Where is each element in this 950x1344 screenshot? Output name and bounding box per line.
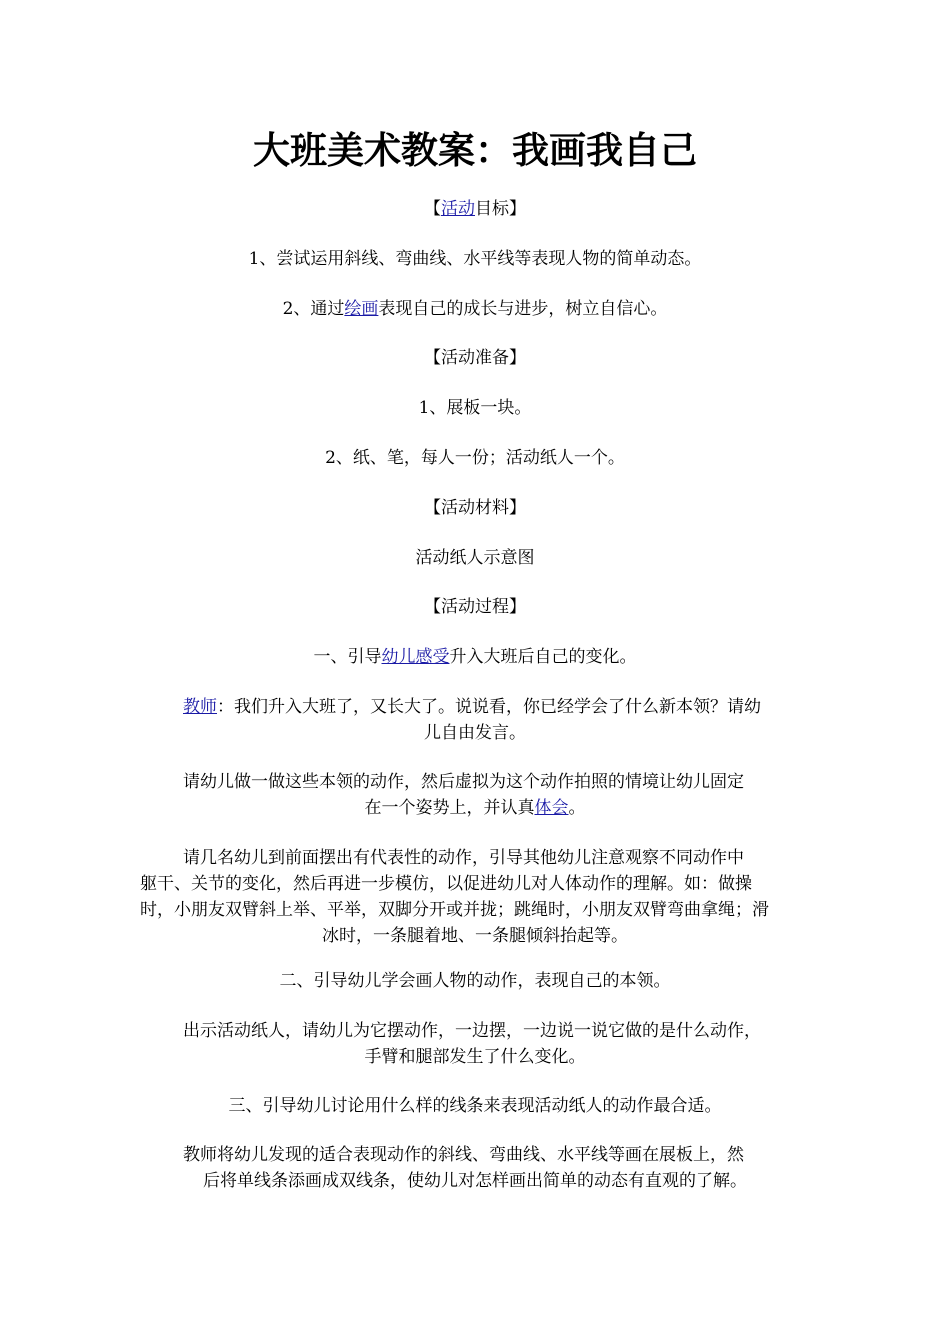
paragraph-line: 后将单线条添画成双线条，使幼儿对怎样画出简单的动态有直观的了解。 [203,1171,747,1191]
material-heading: 【活动材料】 [424,498,526,518]
goal-heading-prefix: 【 [424,199,441,219]
teacher-link[interactable]: 教师 [183,697,217,717]
step-1-heading [0,644,950,670]
step-1-prefix: 一、引导 [313,647,382,667]
goal-heading [0,196,950,222]
prep-item-1: 1、展板一块。 [418,398,532,418]
goal-item-2-suffix: 表现自己的成长与进步，树立自信心。 [378,299,668,319]
paragraph-text: ：我们升入大班了，又长大了。说说看，你已经学会了什么新本领？请幼 [217,697,761,717]
painting-link[interactable]: 绘画 [344,299,379,319]
goal-item-2-prefix: 2、通过 [282,299,345,319]
goal-item-2 [0,296,950,322]
paragraph-line [140,795,810,821]
prep-item-2: 2、纸、笔，每人一份；活动纸人一个。 [325,448,625,468]
child-feeling-link[interactable]: 幼儿感受 [381,647,450,667]
paragraph-line: 躯干、关节的变化，然后再进一步模仿，以促进幼儿对人体动作的理解。如：做操 [140,874,752,894]
goal-item-1: 1、尝试运用斜线、弯曲线、水平线等表现人物的简单动态。 [248,249,702,269]
step-1-suffix: 升入大班后自己的变化。 [449,647,637,667]
paragraph-line: 出示活动纸人，请幼儿为它摆动作，一边摆，一边说一说它做的是什么动作， [183,1021,761,1041]
paragraph-drawing-lines [140,1142,810,1194]
paragraph-line: 请几名幼儿到前面摆出有代表性的动作，引导其他幼儿注意观察不同动作中 [183,848,744,868]
paragraph-line: 教师将幼儿发现的适合表现动作的斜线、弯曲线、水平线等画在展板上，然 [183,1145,744,1165]
prep-heading: 【活动准备】 [424,348,526,368]
paragraph-line: 手臂和腿部发生了什么变化。 [364,1047,586,1067]
paragraph-paper-doll [140,1018,810,1070]
paragraph-text: 。 [568,798,586,818]
goal-heading-suffix: 目标】 [475,199,526,219]
page-title: 大班美术教案：我画我自己 [253,129,697,172]
paragraph-line: 时，小朋友双臂斜上举、平举，双脚分开或并拢；跳绳时，小朋友双臂弯曲拿绳；滑 [140,900,769,920]
experience-link[interactable]: 体会 [534,798,569,818]
material-item-1: 活动纸人示意图 [415,548,535,568]
step-3-heading: 三、引导幼儿讨论用什么样的线条来表现活动纸人的动作最合适。 [228,1096,722,1116]
paragraph-pose-practice [140,769,810,821]
step-2-heading: 二、引导幼儿学会画人物的动作，表现自己的本领。 [279,971,671,991]
paragraph-demonstration [140,845,810,949]
paragraph-line: 儿自由发言。 [424,723,526,743]
activity-link[interactable]: 活动 [441,199,475,219]
paragraph-line: 冰时，一条腿着地、一条腿倾斜抬起等。 [322,926,628,946]
process-heading: 【活动过程】 [424,597,526,617]
paragraph-text: 在一个姿势上，并认真 [364,798,535,818]
paragraph-teacher-intro [140,694,810,746]
paragraph-line [140,694,810,720]
paragraph-line: 请幼儿做一做这些本领的动作，然后虚拟为这个动作拍照的情境让幼儿固定 [183,772,744,792]
